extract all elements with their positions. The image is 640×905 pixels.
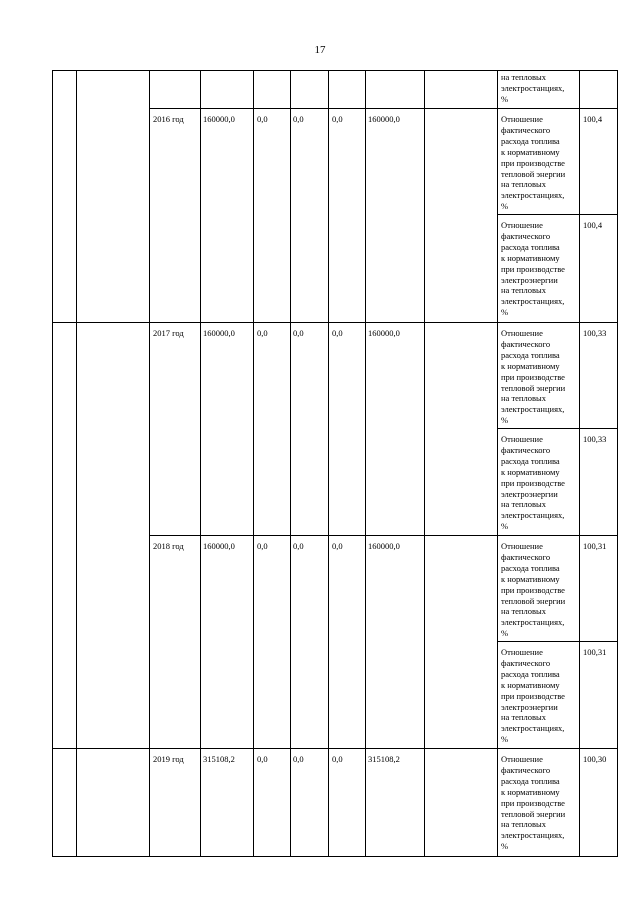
indicator-text: Отношение фактического расхода топлива к нормативному при производстве тепловой энергии на тепловых электростанциях, % <box>501 328 566 426</box>
amount-cell: 0,0 <box>257 114 268 124</box>
amount-cell: 0,0 <box>332 541 343 551</box>
amount-cell: 160000,0 <box>368 328 400 338</box>
total-cell: 160000,0 <box>203 114 235 124</box>
column-divider <box>424 70 425 857</box>
program-table <box>52 70 618 857</box>
amount-cell: 0,0 <box>257 328 268 338</box>
indicator-value: 100,31 <box>583 647 607 657</box>
amount-cell: 0,0 <box>293 114 304 124</box>
column-divider <box>579 70 580 857</box>
page-number: 17 <box>314 44 326 56</box>
total-cell: 315108,2 <box>203 754 235 764</box>
column-divider <box>149 70 150 857</box>
row-divider <box>149 535 618 536</box>
amount-cell: 0,0 <box>332 754 343 764</box>
indicator-value: 100,4 <box>583 114 603 124</box>
amount-cell: 315108,2 <box>368 754 400 764</box>
row-divider <box>149 108 618 109</box>
indicator-value: 100,33 <box>583 434 607 444</box>
column-divider <box>497 70 498 857</box>
row-divider <box>497 214 618 215</box>
indicator-text: на тепловых электростанциях, % <box>501 72 565 104</box>
amount-cell: 0,0 <box>257 541 268 551</box>
year-cell: 2019 год <box>153 754 184 764</box>
column-divider <box>365 70 366 857</box>
amount-cell: 0,0 <box>293 328 304 338</box>
table-border-left <box>52 70 53 857</box>
amount-cell: 0,0 <box>293 541 304 551</box>
amount-cell: 160000,0 <box>368 114 400 124</box>
row-divider <box>497 428 618 429</box>
indicator-text: Отношение фактического расхода топлива к нормативному при производстве электроэнергии на тепловых электростанциях, % <box>501 220 565 318</box>
row-divider <box>497 641 618 642</box>
indicator-text: Отношение фактического расхода топлива к нормативному при производстве электроэнергии на тепловых электростанциях, % <box>501 647 565 745</box>
year-cell: 2016 год <box>153 114 184 124</box>
column-divider <box>253 70 254 857</box>
table-border-right <box>617 70 618 857</box>
amount-cell: 0,0 <box>332 328 343 338</box>
column-divider <box>200 70 201 857</box>
column-divider <box>328 70 329 857</box>
amount-cell: 0,0 <box>293 754 304 764</box>
table-border-top <box>52 70 618 71</box>
indicator-value: 100,30 <box>583 754 607 764</box>
year-cell: 2017 год <box>153 328 184 338</box>
indicator-text: Отношение фактического расхода топлива к нормативному при производстве тепловой энергии на тепловых электростанциях, % <box>501 754 566 852</box>
indicator-text: Отношение фактического расхода топлива к нормативному при производстве тепловой энергии на тепловых электростанциях, % <box>501 114 566 212</box>
amount-cell: 160000,0 <box>368 541 400 551</box>
table-border-bottom <box>52 856 618 857</box>
amount-cell: 0,0 <box>257 754 268 764</box>
indicator-text: Отношение фактического расхода топлива к нормативному при производстве тепловой энергии на тепловых электростанциях, % <box>501 541 566 639</box>
column-divider <box>76 70 77 857</box>
row-divider <box>52 322 618 323</box>
indicator-value: 100,4 <box>583 220 603 230</box>
row-divider <box>52 748 618 749</box>
year-cell: 2018 год <box>153 541 184 551</box>
column-divider <box>290 70 291 857</box>
amount-cell: 0,0 <box>332 114 343 124</box>
indicator-value: 100,31 <box>583 541 607 551</box>
total-cell: 160000,0 <box>203 541 235 551</box>
indicator-text: Отношение фактического расхода топлива к нормативному при производстве электроэнергии на тепловых электростанциях, % <box>501 434 565 532</box>
total-cell: 160000,0 <box>203 328 235 338</box>
indicator-value: 100,33 <box>583 328 607 338</box>
